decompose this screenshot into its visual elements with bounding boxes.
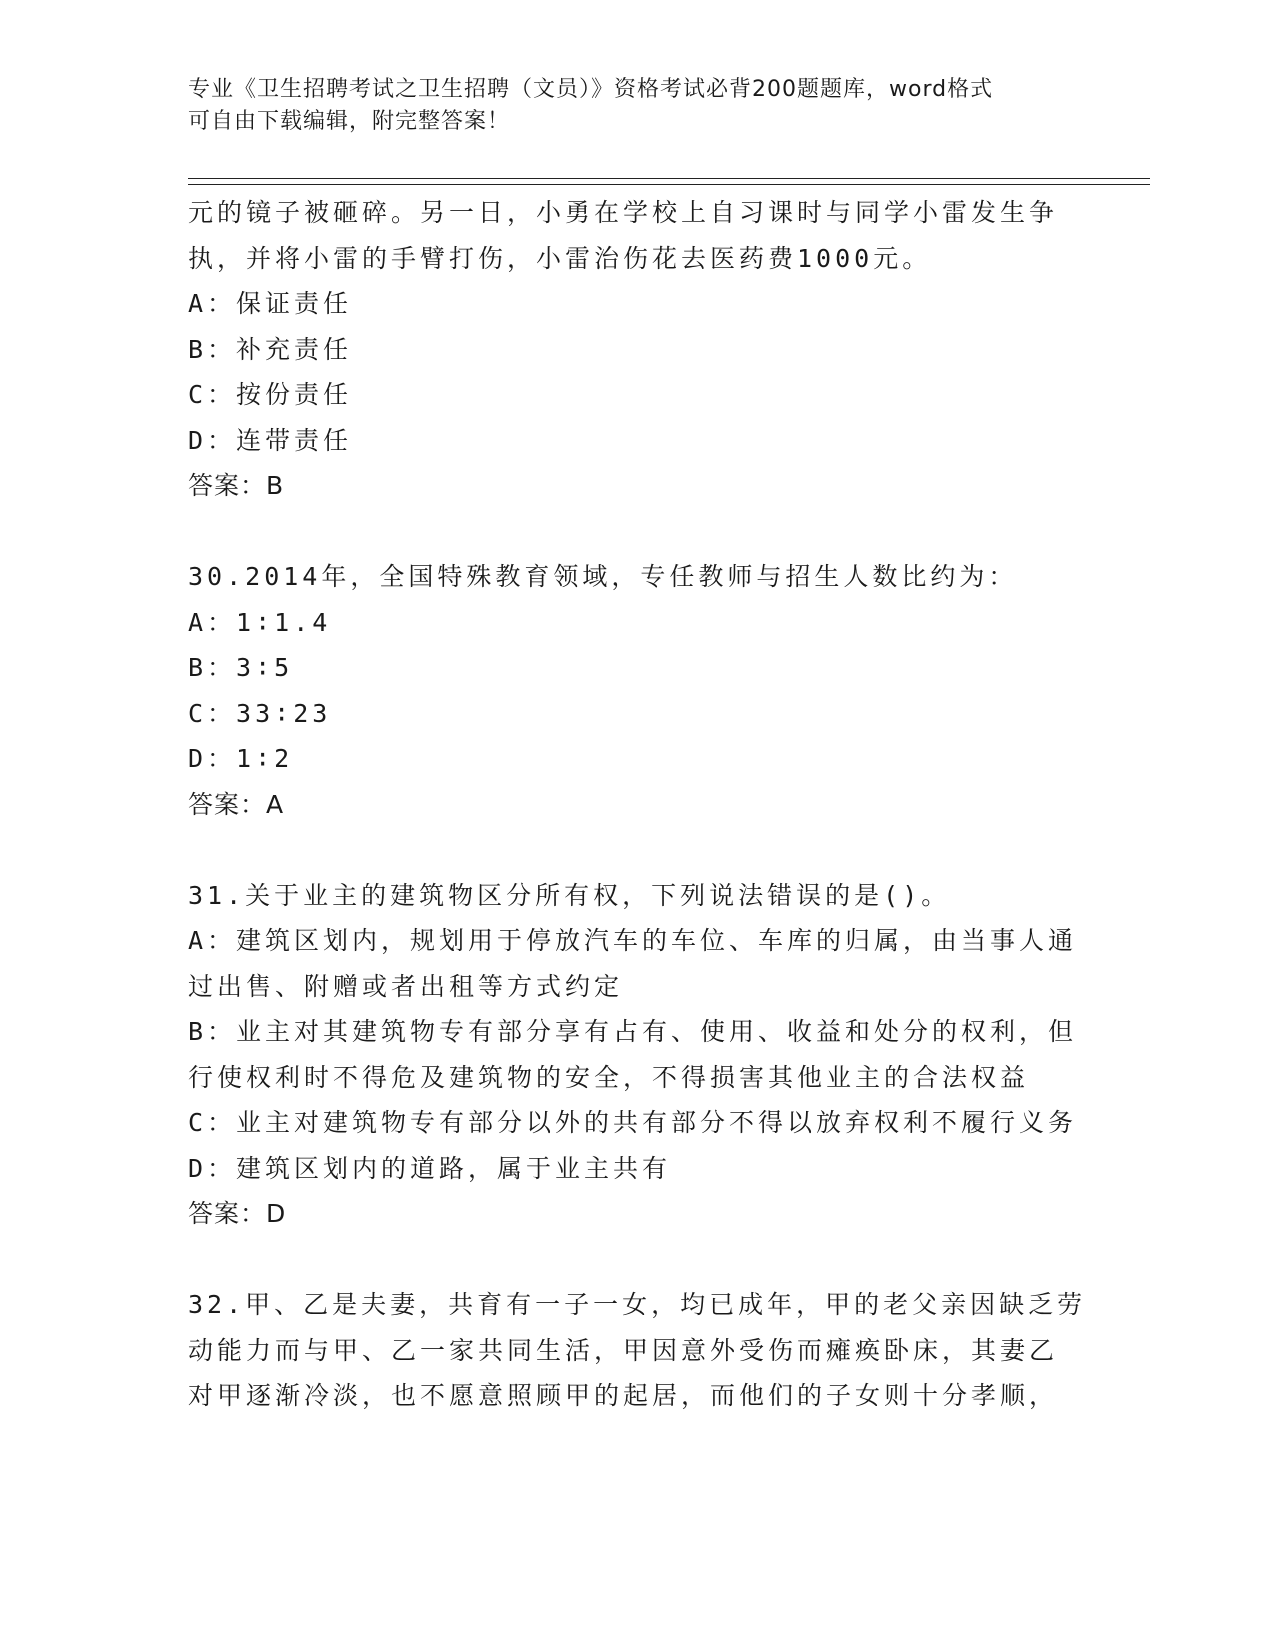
question-32-stem: 32.甲、乙是夫妻，共育有一子一女，均已成年，甲的老父亲因缺乏劳 <box>188 1290 1087 1319</box>
question-text-line: 对甲逐渐冷淡，也不愿意照顾甲的起居，而他们的子女则十分孝顺， <box>188 1381 1059 1410</box>
option-c: C：33∶23 <box>188 698 332 728</box>
header-line-2: 可自由下载编辑，附完整答案！ <box>188 109 511 134</box>
answer-line: 答案：B <box>188 471 285 500</box>
option-d: D：1∶2 <box>188 744 294 773</box>
option-b: B：补充责任 <box>188 334 353 364</box>
answer-line: 答案：D <box>188 1199 287 1228</box>
option-a: A：保证责任 <box>188 289 353 318</box>
spacer <box>188 1237 1088 1283</box>
option-b-continued: 行使权利时不得危及建筑物的安全，不得损害其他业主的合法权益 <box>188 1062 1030 1092</box>
option-a: A：建筑区划内，规划用于停放汽车的车位、车库的归属，由当事人通 <box>188 926 1078 955</box>
header-divider-top <box>188 178 1150 179</box>
option-b: B：3∶5 <box>188 653 294 682</box>
document-body <box>188 190 1088 1419</box>
header-line-1: 专业《卫生招聘考试之卫生招聘（文员）》资格考试必背200题题库，word格式 <box>188 77 994 102</box>
question-text-line: 执，并将小雷的手臂打伤，小雷治伤花去医药费1000元。 <box>188 243 932 273</box>
option-c: C：业主对建筑物专有部分以外的共有部分不得以放弃权利不履行义务 <box>188 1108 1078 1137</box>
question-text-line: 元的镜子被砸碎。另一日，小勇在学校上自习课时与同学小雷发生争 <box>188 198 1059 227</box>
spacer <box>188 827 1088 873</box>
question-30-stem: 30.2014年，全国特殊教育领域，专任教师与招生人数比约为： <box>188 562 1018 591</box>
option-d: D：连带责任 <box>188 425 353 455</box>
option-b: B：业主对其建筑物专有部分享有占有、使用、收益和处分的权利，但 <box>188 1017 1078 1046</box>
header-divider-bottom <box>188 184 1150 185</box>
option-d: D：建筑区划内的道路，属于业主共有 <box>188 1153 672 1183</box>
option-c: C：按份责任 <box>188 380 353 409</box>
option-a-continued: 过出售、附赠或者出租等方式约定 <box>188 971 624 1001</box>
document-header <box>188 74 1088 138</box>
question-31-stem: 31.关于业主的建筑物区分所有权，下列说法错误的是()。 <box>188 880 951 910</box>
question-text-line: 动能力而与甲、乙一家共同生活，甲因意外受伤而瘫痪卧床，其妻乙 <box>188 1335 1059 1365</box>
answer-line: 答案：A <box>188 789 285 819</box>
option-a: A：1∶1.4 <box>188 607 332 637</box>
spacer <box>188 509 1088 555</box>
